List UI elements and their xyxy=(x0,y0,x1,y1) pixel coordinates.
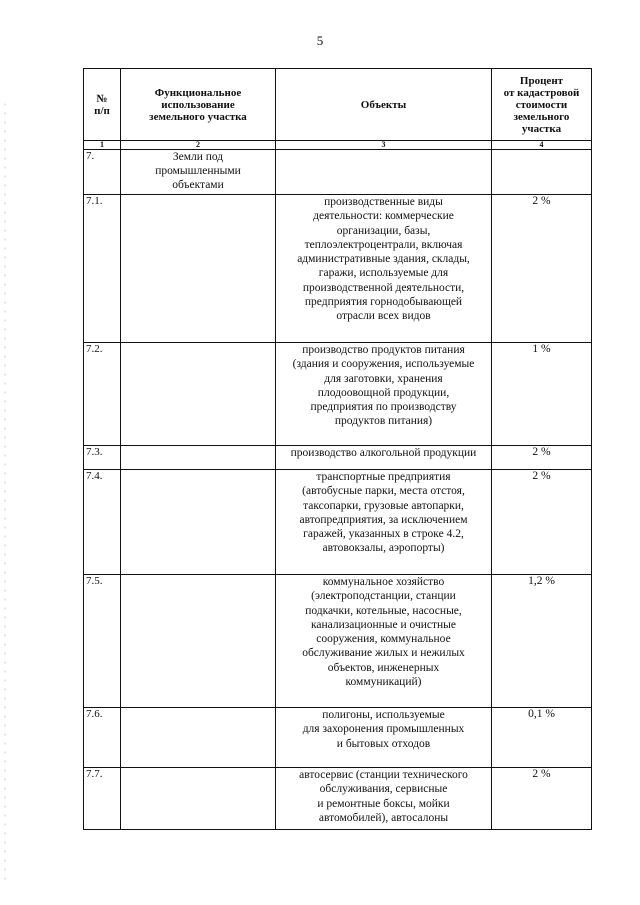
land-use-rates-table xyxy=(83,68,592,830)
row-percent xyxy=(492,150,592,195)
row-percent: 2 % xyxy=(492,446,592,470)
row-objects: производство алкогольной продукции xyxy=(276,446,492,470)
row-percent: 1 % xyxy=(492,343,592,446)
row-number: 7.5. xyxy=(84,575,121,708)
row-number: 7.2. xyxy=(84,343,121,446)
row-number: 7.7. xyxy=(84,768,121,830)
row-function xyxy=(121,575,276,708)
table-row xyxy=(84,343,592,446)
header-number: № п/п xyxy=(84,69,121,141)
column-number: 4 xyxy=(492,141,592,150)
row-objects: производство продуктов питания (здания и сооружения, используемые для заготовки, хранения плодоовощной продукции, предприятия по производству продуктов питания) xyxy=(276,343,492,446)
row-function: Земли под промышленными объектами xyxy=(121,150,276,195)
table-row xyxy=(84,470,592,575)
header-percent: Процент от кадастровой стоимости земельного участка xyxy=(492,69,592,141)
row-number: 7.3. xyxy=(84,446,121,470)
table-row xyxy=(84,575,592,708)
row-percent: 2 % xyxy=(492,195,592,343)
row-objects xyxy=(276,150,492,195)
row-function xyxy=(121,343,276,446)
row-objects: производственные виды деятельности: коммерческие организации, базы, теплоэлектроцентрали, включая административные здания, склады, гаражи, используемые для производственной деятельности, предприятия горнодобывающей отрасли всех видов xyxy=(276,195,492,343)
table-row xyxy=(84,708,592,768)
column-numbers-row xyxy=(84,141,592,150)
row-objects: автосервис (станции технического обслуживания, сервисные и ремонтные боксы, мойки автомобилей), автосалоны xyxy=(276,768,492,830)
header-row xyxy=(84,69,592,141)
row-number: 7.4. xyxy=(84,470,121,575)
column-number: 1 xyxy=(84,141,121,150)
header-function: Функциональное использование земельного участка xyxy=(121,69,276,141)
column-number: 3 xyxy=(276,141,492,150)
row-number: 7.1. xyxy=(84,195,121,343)
row-percent: 2 % xyxy=(492,470,592,575)
row-number: 7.6. xyxy=(84,708,121,768)
table-row xyxy=(84,446,592,470)
table-row xyxy=(84,150,592,195)
row-number: 7. xyxy=(84,150,121,195)
row-objects: полигоны, используемые для захоронения промышленных и бытовых отходов xyxy=(276,708,492,768)
row-objects: коммунальное хозяйство (электроподстанции, станции подкачки, котельные, насосные, канализационные и очистные сооружения, коммунальное обслуживание жилых и нежилых объектов, инженерных коммуникаций) xyxy=(276,575,492,708)
page-number: 5 xyxy=(316,33,324,48)
column-number: 2 xyxy=(121,141,276,150)
row-percent: 2 % xyxy=(492,768,592,830)
row-function xyxy=(121,708,276,768)
row-function xyxy=(121,446,276,470)
row-percent: 0,1 % xyxy=(492,708,592,768)
table-row xyxy=(84,768,592,830)
table-row xyxy=(84,195,592,343)
row-objects: транспортные предприятия (автобусные парки, места отстоя, таксопарки, грузовые автопарки, автопредприятия, за исключением гаражей, указанных в строке 4.2, автовокзалы, аэропорты) xyxy=(276,470,492,575)
row-function xyxy=(121,470,276,575)
scan-margin-artifact xyxy=(2,100,8,880)
header-objects: Объекты xyxy=(276,69,492,141)
row-function xyxy=(121,195,276,343)
row-function xyxy=(121,768,276,830)
row-percent: 1,2 % xyxy=(492,575,592,708)
